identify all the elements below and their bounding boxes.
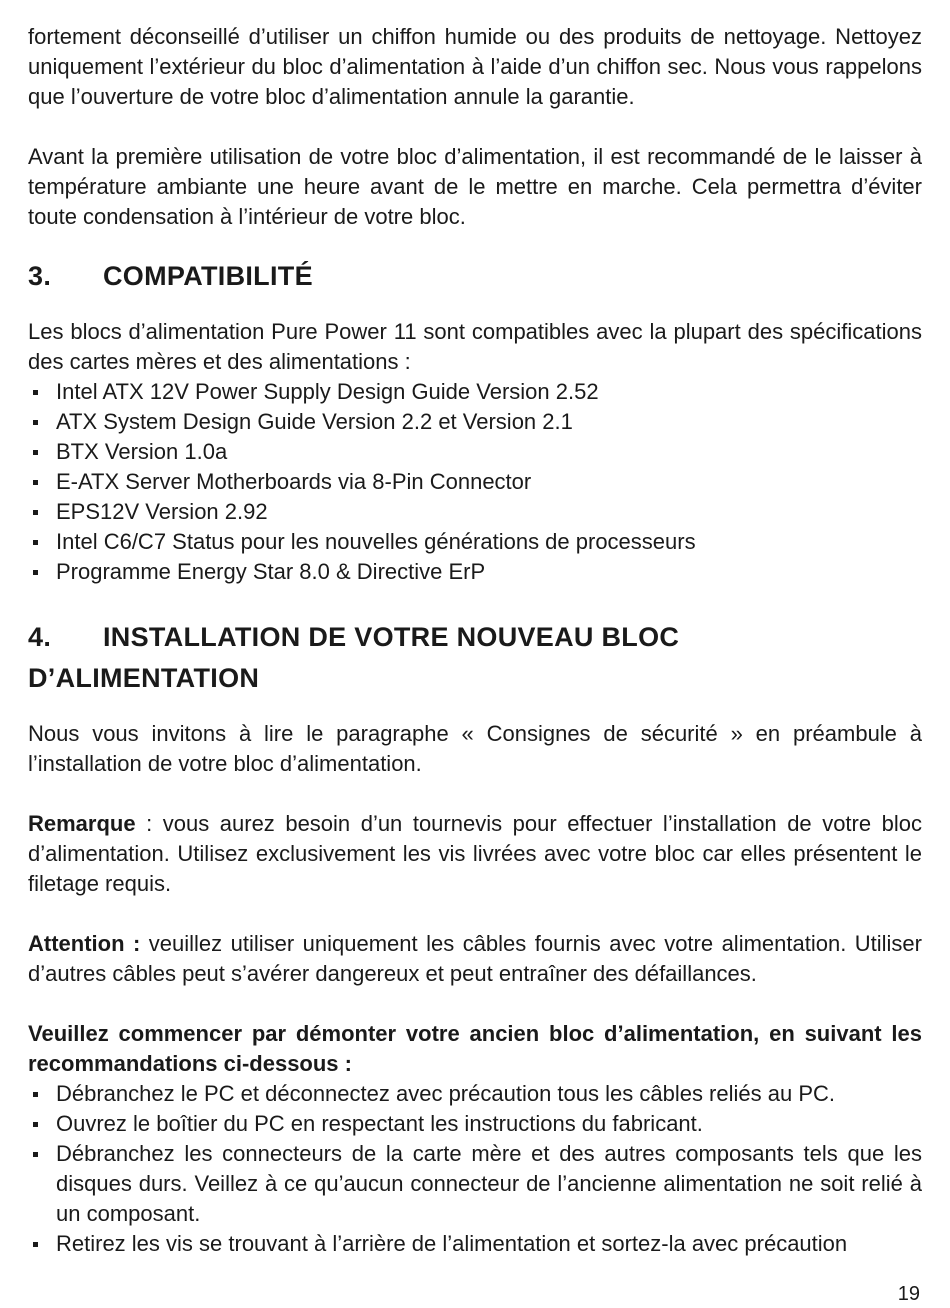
remark-paragraph [28,809,922,899]
compatibility-list [28,377,922,587]
section-3-title: COMPATIBILITÉ [103,261,313,291]
list-item: ATX System Design Guide Version 2.2 et Version 2.1 [28,407,922,437]
list-item: Intel C6/C7 Status pour les nouvelles générations de processeurs [28,527,922,557]
list-item: Débranchez le PC et déconnectez avec précaution tous les câbles reliés au PC. [28,1079,922,1109]
attention-paragraph [28,929,922,989]
steps-list [28,1079,922,1259]
remark-text: : vous aurez besoin d’un tournevis pour effectuer l’installation de votre bloc d’alimentation. Utilisez exclusivement les vis livrées avec votre bloc car elles présentent le filetage requis. [28,811,922,896]
list-item: Débranchez les connecteurs de la carte mère et des autres composants tels que les disques durs. Veillez à ce qu’aucun connecteur de l’ancienne alimentation ne soit relié à un composant. [28,1139,922,1229]
attention-text: veuillez utiliser uniquement les câbles fournis avec votre alimentation. Utiliser d’autres câbles peut s’avérer dangereux et peut entraîner des défaillances. [28,931,922,986]
list-item: EPS12V Version 2.92 [28,497,922,527]
installation-intro: Nous vous invitons à lire le paragraphe « Consignes de sécurité » en préambule à l’installation de votre bloc d’alimentation. [28,721,922,776]
list-item: Retirez les vis se trouvant à l’arrière de l’alimentation et sortez-la avec précaution [28,1229,922,1259]
list-item: E-ATX Server Motherboards via 8-Pin Connector [28,467,922,497]
page-number: 19 [897,1283,920,1305]
section-4-heading [28,617,922,658]
section-3-number: 3. [28,261,52,291]
remark-label: Remarque [28,811,136,836]
section-4-number: 4. [28,622,52,652]
intro-paragraph-2: Avant la première utilisation de votre bloc d’alimentation, il est recommandé de le laisser à température ambiante une heure avant de le mettre en marche. Cela permettra d’éviter toute condensation à l’intérieur de votre bloc. [28,144,922,229]
list-item: Programme Energy Star 8.0 & Directive ErP [28,557,922,587]
list-item: Intel ATX 12V Power Supply Design Guide Version 2.52 [28,377,922,407]
attention-label: Attention : [28,931,141,956]
steps-heading: Veuillez commencer par démonter votre ancien bloc d’alimentation, en suivant les recommandations ci-dessous : [28,1021,922,1076]
section-4-heading-line2 [28,658,922,699]
list-item: Ouvrez le boîtier du PC en respectant les instructions du fabricant. [28,1109,922,1139]
section-4-title-line2: D’ALIMENTATION [28,663,260,693]
intro-paragraph-1: fortement déconseillé d’utiliser un chiffon humide ou des produits de nettoyage. Nettoyez uniquement l’extérieur du bloc d’alimentation à l’aide d’un chiffon sec. Nous vous rappelons que l’ouverture de votre bloc d’alimentation annule la garantie. [28,24,922,109]
list-item: BTX Version 1.0a [28,437,922,467]
compatibility-intro: Les blocs d’alimentation Pure Power 11 sont compatibles avec la plupart des spécifications des cartes mères et des alimentations : [28,319,922,374]
section-3-heading [28,256,922,297]
document-page [28,22,922,1259]
section-4-title: INSTALLATION DE VOTRE NOUVEAU BLOC [103,622,680,652]
